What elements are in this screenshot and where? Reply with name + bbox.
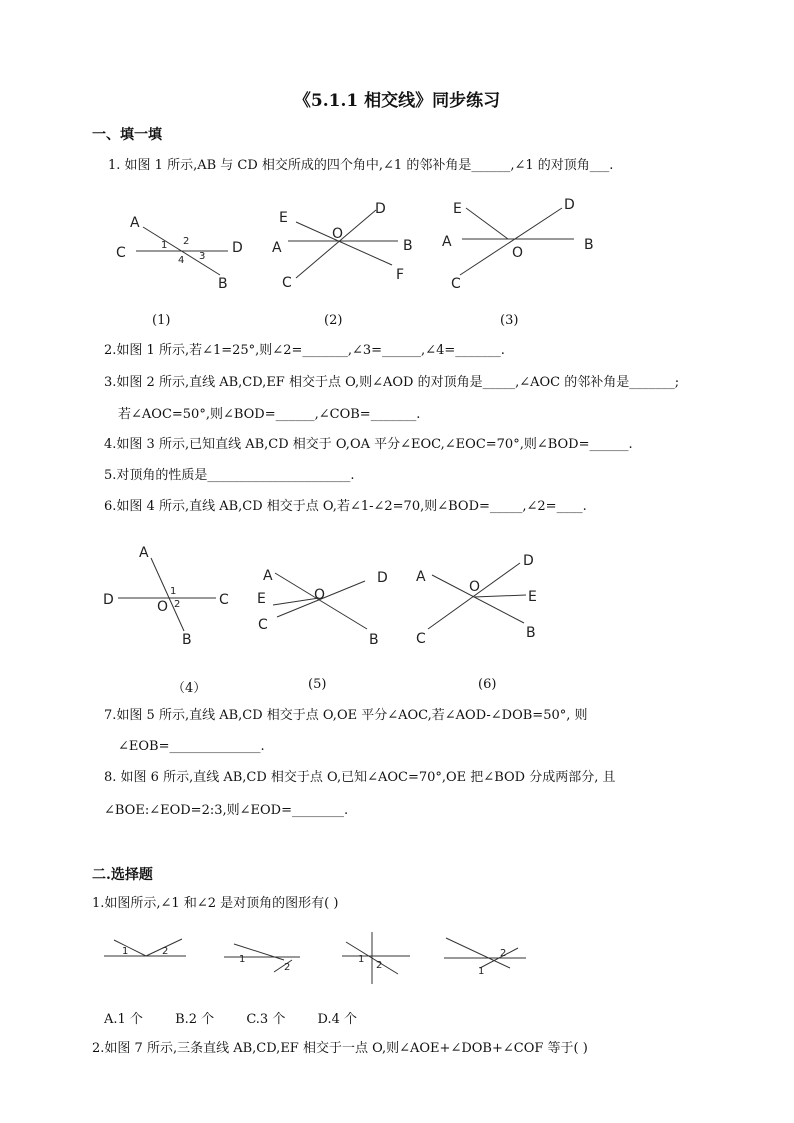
question-2: 2.如图 1 所示,若∠1=25°,则∠2=_______,∠3=______,∠4=_______.	[104, 343, 505, 358]
caption-1: (1)	[152, 313, 171, 328]
label-D: D	[375, 201, 386, 217]
label-E: E	[528, 589, 537, 605]
label-O: O	[332, 226, 344, 242]
label-B: B	[369, 632, 379, 648]
question-3a: 3.如图 2 所示,直线 AB,CD,EF 相交于点 O,则∠AOD 的对顶角是_____,∠AOC 的邻补角是_______;	[104, 375, 680, 390]
choice-question-2: 2.如图 7 所示,三条直线 AB,CD,EF 相交于一点 O,则∠AOE+∠DOB+∠COF 等于( )	[92, 1041, 588, 1056]
figure-3	[440, 193, 610, 297]
choice-question-1: 1.如图所示,∠1 和∠2 是对顶角的图形有( )	[92, 896, 339, 911]
caption-6: (6)	[478, 677, 497, 692]
label-A: A	[130, 215, 140, 231]
figure-1	[110, 205, 250, 299]
figure-5	[255, 563, 395, 657]
option-a[interactable]: A.1 个	[104, 1012, 143, 1027]
angle-1: 1	[122, 946, 129, 957]
angle-2: 2	[174, 599, 181, 610]
question-6: 6.如图 4 所示,直线 AB,CD 相交于点 O,若∠1-∠2=70,则∠BOD=_____,∠2=____.	[104, 499, 587, 514]
question-4: 4.如图 3 所示,已知直线 AB,CD 相交于 O,OA 平分∠EOC,∠EOC=70°,则∠BOD=______.	[104, 437, 633, 452]
label-D: D	[523, 553, 534, 569]
option-d[interactable]: D.4 个	[317, 1012, 357, 1027]
label-A: A	[272, 240, 282, 256]
angle-2: 2	[284, 962, 291, 973]
choice-figure-b	[222, 936, 312, 982]
angle-2: 2	[162, 946, 169, 957]
label-E: E	[453, 201, 462, 217]
label-O: O	[469, 579, 481, 595]
caption-5: (5)	[308, 677, 327, 692]
angle-1: 1	[161, 240, 168, 251]
label-C: C	[282, 275, 292, 291]
angle-4: 4	[178, 255, 185, 266]
caption-4: （4）	[172, 681, 207, 696]
question-3b: 若∠AOC=50°,则∠BOD=______,∠COB=_______.	[118, 407, 421, 422]
label-D: D	[232, 240, 243, 256]
label-D: D	[103, 592, 114, 608]
label-C: C	[416, 631, 426, 647]
label-F: F	[396, 267, 405, 283]
label-C: C	[219, 592, 229, 608]
angle-1: 1	[478, 966, 485, 977]
question-7a: 7.如图 5 所示,直线 AB,CD 相交于点 O,OE 平分∠AOC,若∠AOD-∠DOB=50°, 则	[104, 708, 588, 723]
label-O: O	[512, 245, 524, 261]
question-8a: 8. 如图 6 所示,直线 AB,CD 相交于点 O,已知∠AOC=70°,OE 把∠BOD 分成两部分, 且	[104, 770, 616, 785]
label-A: A	[442, 234, 452, 250]
label-B: B	[403, 238, 413, 254]
label-E: E	[257, 591, 266, 607]
angle-2: 2	[500, 948, 507, 959]
label-O: O	[314, 587, 326, 603]
label-B: B	[218, 276, 228, 292]
label-D: D	[377, 570, 388, 586]
angle-1: 1	[358, 954, 365, 965]
section-choice: 二.选择题	[92, 867, 153, 883]
question-5: 5.对顶角的性质是______________________.	[104, 468, 355, 483]
caption-3: (3)	[500, 313, 519, 328]
label-A: A	[416, 569, 426, 585]
label-B: B	[526, 625, 536, 641]
label-C: C	[116, 245, 126, 261]
angle-2: 2	[183, 236, 190, 247]
choice-figure-c	[338, 930, 418, 990]
label-O: O	[157, 599, 169, 615]
question-8b: ∠BOE:∠EOD=2:3,则∠EOD=________.	[104, 803, 349, 818]
angle-1: 1	[239, 954, 246, 965]
question-7b: ∠EOB=______________.	[118, 739, 265, 754]
figure-2	[268, 198, 418, 302]
angle-1: 1	[170, 586, 177, 597]
angle-3: 3	[199, 251, 206, 262]
choice-figure-d	[440, 934, 530, 982]
label-B: B	[182, 632, 192, 648]
figure-6	[410, 545, 560, 654]
choice-figure-a	[100, 934, 190, 978]
question-1: 1. 如图 1 所示,AB 与 CD 相交所成的四个角中,∠1 的邻补角是______,∠1 的对顶角___.	[108, 158, 614, 173]
option-b[interactable]: B.2 个	[175, 1012, 215, 1027]
label-A: A	[139, 545, 149, 561]
label-C: C	[451, 276, 461, 292]
label-A: A	[263, 568, 273, 584]
choice-options	[104, 1008, 385, 1027]
option-c[interactable]: C.3 个	[246, 1012, 286, 1027]
label-B: B	[584, 237, 594, 253]
caption-2: (2)	[324, 313, 343, 328]
angle-2: 2	[376, 960, 383, 971]
page-title: 《5.1.1 相交线》同步练习	[293, 91, 501, 111]
label-E: E	[279, 210, 288, 226]
figure-4	[100, 543, 240, 652]
section-fill-in: 一、填一填	[92, 127, 162, 143]
label-D: D	[564, 197, 575, 213]
label-C: C	[258, 617, 268, 633]
